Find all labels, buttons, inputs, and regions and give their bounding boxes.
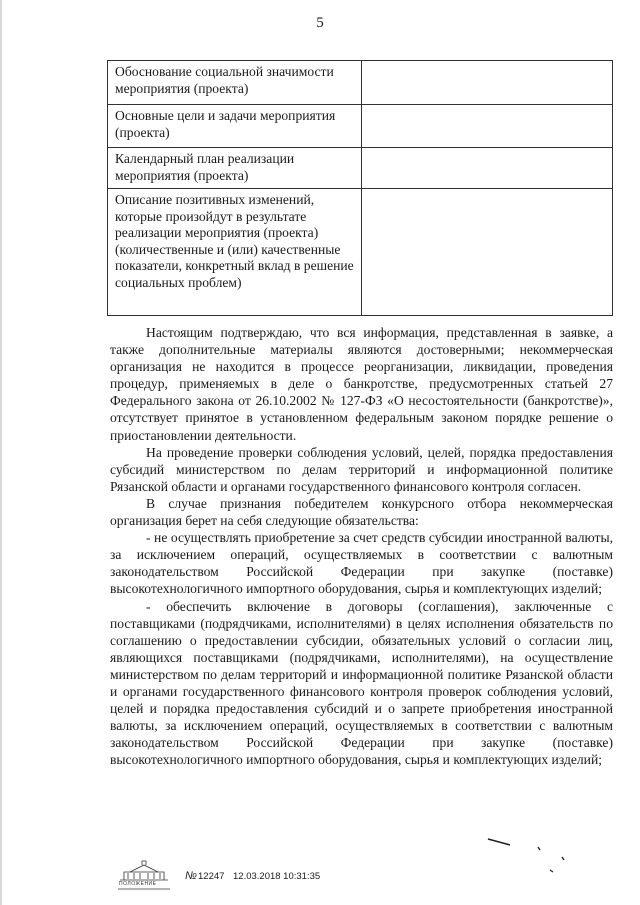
- table-cell-value: [362, 148, 613, 189]
- number-symbol: №: [185, 870, 197, 882]
- table-row: [108, 105, 613, 148]
- logo-text: ПОЛОЖЕНИЕ: [119, 881, 157, 887]
- page-edge: [0, 0, 2, 905]
- document-body: [110, 324, 613, 768]
- pen-marks: [480, 825, 590, 890]
- table-cell-label: Описание позитивных изменений, которые произойдут в результате реализации мероприятия (проекта) (количественные и (или) качественные показатели, конкретный вклад в решение социальных проблем): [108, 189, 362, 316]
- obligation-item: - обеспечить включение в договоры (соглашения), заключенные с поставщиками (подрядчиками, исполнителями) в целях исполнения обязательств по соглашению о предоставлении субсидии, обязательных условий о согласии лиц, являющихся поставщиками (подрядчиками, исполнителями), на осуществление министерством по делам территорий и информационной политике Рязанской области и органами государственного финансового контроля проверок соблюдения условий, целей и порядка предоставления субсидий и о запрете приобретения иностранной валюты, за исключением операций, осуществляемых в соответствии с валютным законодательством Российской Федерации при закупке (поставке) высокотехнологичного импортного оборудования, сырья и комплектующих изделий;: [110, 598, 613, 768]
- table-cell-label: Основные цели и задачи мероприятия (проекта): [108, 105, 362, 148]
- registry-timestamp: 12.03.2018 10:31:35: [233, 871, 321, 882]
- paragraph-obligations-intro: В случае признания победителем конкурсного отбора некоммерческая организация берет на себя следующие обязательства:: [110, 495, 613, 529]
- page-number: 5: [316, 15, 324, 31]
- table-row: [108, 189, 613, 316]
- paragraph-confirmation: Настоящим подтверждаю, что вся информация, представленная в заявке, а также дополнительные материалы являются достоверными; некоммерческая организация не находится в процессе реорганизации, ликвидации, проведения процедур, применяемых в деле о банкротстве, предусмотренных статьей 27 Федерального закона от 26.10.2002 № 127-ФЗ «О несостоятельности (банкротстве)», отсутствует принятое в установленном федеральным законом порядке решение о приостановлении деятельности.: [110, 325, 613, 443]
- table-row: [108, 61, 613, 105]
- government-building-icon: [116, 860, 172, 890]
- table-cell-value: [362, 61, 613, 105]
- obligation-item: - не осуществлять приобретение за счет средств субсидии иностранной валюты, за исключением операций, осуществляемых в соответствии с валютным законодательством Российской Федерации при закупке (поставке) высокотехнологичного импортного оборудования, сырья и комплектующих изделий;: [110, 530, 613, 597]
- table-cell-label: Календарный план реализации мероприятия (проекта): [108, 148, 362, 189]
- table-cell-label: Обоснование социальной значимости мероприятия (проекта): [108, 61, 362, 105]
- table-cell-value: [362, 189, 613, 316]
- paragraph-inspection-consent: На проведение проверки соблюдения условий, целей, порядка предоставления субсидий министерством по делам территорий и информационной политике Рязанской области и органами государственного финансового контроля согласен.: [110, 444, 613, 494]
- registry-footer: [116, 860, 416, 890]
- table-row: [108, 148, 613, 189]
- table-cell-value: [362, 105, 613, 148]
- application-table: [107, 60, 613, 316]
- registry-number: 12247: [198, 871, 225, 882]
